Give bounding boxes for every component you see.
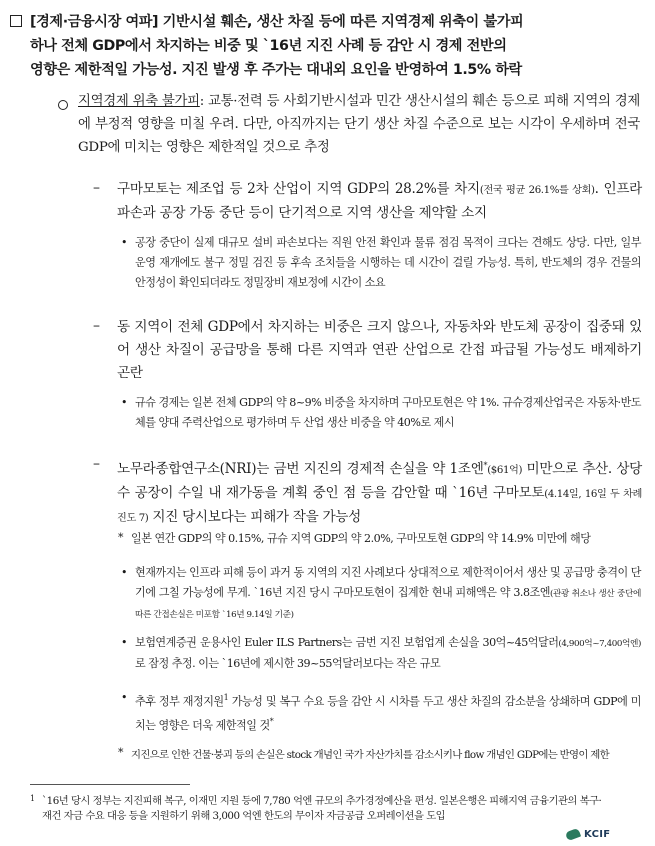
dot-bullet-icon: • xyxy=(121,566,128,579)
dash-bullet-icon: – xyxy=(93,456,100,472)
bullet4-text-a: 보험연계증권 운용사인 Euler ILS Partners는 금번 지진 보험업계 손실을 30억~45억달러 xyxy=(135,636,559,649)
bullet4-text-b: 로 잠정 추정. 이는 `16년에 제시한 39~55억달러보다는 작은 규모 xyxy=(135,657,441,670)
section-paragraph xyxy=(78,90,640,159)
checkbox-square-icon xyxy=(10,15,22,27)
headline-line-3: 영향은 제한적일 가능성. 지진 발생 후 주가는 대내외 요인을 반영하여 1.5% 하락 xyxy=(30,62,522,78)
kcif-logo xyxy=(566,829,610,840)
headline xyxy=(10,10,645,82)
dash3-text-small-1: ($61억) xyxy=(487,465,523,476)
headline-line-2: 하나 전체 GDP에서 차지하는 비중 및 `16년 지진 사례 등 감안 시 경제 전반의 xyxy=(30,38,507,54)
dot-bullet-icon: • xyxy=(121,236,128,249)
dash3-text-c: 지진 당시보다는 피해가 작을 가능성 xyxy=(148,509,361,525)
bullet5-star-ref: * xyxy=(269,717,274,726)
section-title: 지역경제 위축 불가피 xyxy=(78,94,200,109)
dash1-text-small: (전국 평균 26.1%를 상회) xyxy=(479,185,595,196)
footnote-number: 1 xyxy=(30,794,36,803)
star-note-2: 지진으로 인한 건물·붕괴 등의 손실은 stock 개념인 국가 자산가치를 감소시키나 flow 개념인 GDP에는 반영이 제한 xyxy=(131,749,609,761)
dash-paragraph-1 xyxy=(117,178,642,225)
bullet-paragraph-4 xyxy=(135,633,641,674)
leaf-icon xyxy=(565,828,581,841)
dash3-text-b: 미만으로 추산. 상당수 공장이 수일 내 재가동을 계획 중인 점 등을 감안할 때 `16년 구마모토 xyxy=(117,461,642,501)
bullet5-text-a: 추후 정부 재정지원 xyxy=(135,695,224,708)
dot-bullet-icon: • xyxy=(121,691,128,704)
bullet-paragraph-1: 공장 중단이 실제 대규모 설비 파손보다는 직원 안전 확인과 물류 점검 목적이 크다는 견해도 상당. 다만, 일부 운영 재개에도 불구 정밀 검진 등 후속 조치들을 시행하는 데 시간이 걸릴 가능성. 특히, 반도체의 경우 건물의 안정성이 확인되더라도 정밀장비 재보정에 시간이 소요 xyxy=(135,236,641,289)
headline-line-1: [경제·금융시장 여파] 기반시설 훼손, 생산 차질 등에 따른 지역경제 위축이 불가피 xyxy=(30,14,524,30)
dash3-sup: * xyxy=(483,461,488,470)
dash3-text-a: 노무라종합연구소(NRI)는 금번 지진의 경제적 손실을 약 1조엔 xyxy=(117,461,484,477)
dash1-text-a: 구마모토는 제조업 등 2차 산업이 지역 GDP의 28.2%를 차지 xyxy=(117,181,480,197)
dash-paragraph-2: 동 지역이 전체 GDP에서 차지하는 비중은 크지 않으나, 자동차와 반도체 공장이 집중돼 있어 생산 차질이 공급망을 통해 다른 지역과 연관 산업으로 간접 파급될 가능성도 배제하기 곤란 xyxy=(117,319,642,381)
bullet-paragraph-2: 규슈 경제는 일본 전체 GDP의 약 8~9% 비중을 차지하며 구마모토현은 약 1%. 규슈경제산업국은 자동차·반도체를 양대 주력산업으로 평가하며 두 산업 생산 비중을 약 40%로 제시 xyxy=(135,396,641,429)
bullet3-text-a: 현재까지는 인프라 피해 등이 과거 동 지역의 지진 사례보다 상대적으로 제한적이어서 생산 및 공급망 충격이 단기에 그칠 가능성에 무게. `16년 지진 당시 구마모토현이 집계한 현내 피해액은 약 3.8조엔 xyxy=(135,566,641,599)
star-mark: * xyxy=(118,531,124,544)
star-mark: * xyxy=(118,746,124,759)
dot-bullet-icon: • xyxy=(121,636,128,649)
bullet5-footnote-ref: 1 xyxy=(223,693,229,702)
circle-bullet-icon xyxy=(58,100,68,110)
dot-bullet-icon: • xyxy=(121,396,128,409)
dash-bullet-icon: – xyxy=(93,180,100,196)
dash3-text-small-2: (4.14일, 16일 두 차례 진도 7) xyxy=(117,489,642,524)
dash-paragraph-3 xyxy=(117,454,642,530)
footnote-text: `16년 당시 정부는 지진피해 복구, 이재민 지원 등에 7,780 억엔 규모의 추가경정예산을 편성. 일본은행은 피해지역 금융기관의 복구·재건 자금 수요 대응 등을 지원하기 위해 3,000 억엔 한도의 무이자 자금공급 오퍼레이션을 도입 xyxy=(42,795,602,822)
bullet5-text-b: 가능성 및 복구 수요 등을 감안 시 시차를 두고 생산 차질의 감소분을 상쇄하며 GDP에 미치는 영향은 더욱 제한적일 것 xyxy=(135,695,641,732)
star-note-1: 일본 연간 GDP의 약 0.15%, 규슈 지역 GDP의 약 2.0%, 구마모토현 GDP의 약 14.9% 미만에 해당 xyxy=(131,532,591,545)
logo-text: KCIF xyxy=(584,829,611,840)
bullet-paragraph-3 xyxy=(135,563,641,625)
footnote-divider xyxy=(30,784,190,785)
bullet-paragraph-5 xyxy=(135,688,641,736)
bullet4-text-small: (4,900억~7,400억엔) xyxy=(558,639,641,649)
bullet3-text-small: (관광 취소나 생산 중단에 따른 간접손실은 미포함 `16년 9.14일 기준) xyxy=(135,589,641,620)
dash1-text-b: . 인프라 파손과 공장 가동 중단 등이 단기적으로 지역 생산을 제약할 소지 xyxy=(117,181,642,221)
dash-bullet-icon: – xyxy=(93,318,100,334)
section-text: : 교통·전력 등 사회기반시설과 민간 생산시설의 훼손 등으로 피해 지역의 경제에 부정적 영향을 미칠 우려. 다만, 아직까지는 단기 생산 차질 수준으로 보는 시각이 우세하며 전국 GDP에 미치는 영향은 제한적일 것으로 추정 xyxy=(78,94,640,155)
